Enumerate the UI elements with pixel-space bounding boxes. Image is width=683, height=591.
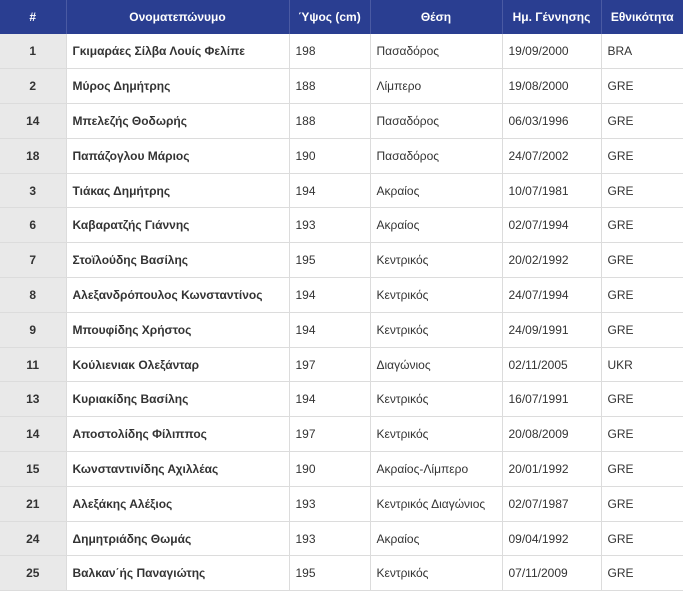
player-dob: 10/07/1981 bbox=[502, 173, 601, 208]
player-position: Ακραίος-Λίμπερο bbox=[370, 452, 502, 487]
player-nationality: GRE bbox=[601, 208, 683, 243]
table-row bbox=[0, 486, 683, 521]
player-nationality: GRE bbox=[601, 382, 683, 417]
player-name: Βαλκαν΄ής Παναγιώτης bbox=[66, 556, 289, 591]
player-height: 197 bbox=[289, 417, 370, 452]
player-number: 3 bbox=[0, 173, 66, 208]
player-position: Κεντρικός bbox=[370, 312, 502, 347]
player-name: Γκιμαράες Σίλβα Λουίς Φελίπε bbox=[66, 34, 289, 69]
player-dob: 02/07/1994 bbox=[502, 208, 601, 243]
player-position: Κεντρικός bbox=[370, 556, 502, 591]
player-number: 15 bbox=[0, 452, 66, 487]
player-nationality: GRE bbox=[601, 417, 683, 452]
player-position: Κεντρικός bbox=[370, 382, 502, 417]
table-row bbox=[0, 208, 683, 243]
player-position: Πασαδόρος bbox=[370, 138, 502, 173]
player-position: Κεντρικός Διαγώνιος bbox=[370, 486, 502, 521]
player-name: Αλεξάκης Αλέξιος bbox=[66, 486, 289, 521]
player-position: Πασαδόρος bbox=[370, 104, 502, 139]
table-row bbox=[0, 173, 683, 208]
player-position: Διαγώνιος bbox=[370, 347, 502, 382]
table-row bbox=[0, 347, 683, 382]
player-height: 195 bbox=[289, 556, 370, 591]
player-name: Στοϊλούδης Βασίλης bbox=[66, 243, 289, 278]
player-name: Τιάκας Δημήτρης bbox=[66, 173, 289, 208]
player-position: Λίμπερο bbox=[370, 69, 502, 104]
player-name: Καβαρατζής Γιάννης bbox=[66, 208, 289, 243]
table-row bbox=[0, 521, 683, 556]
player-height: 193 bbox=[289, 521, 370, 556]
table-row bbox=[0, 138, 683, 173]
player-dob: 02/11/2005 bbox=[502, 347, 601, 382]
player-name: Αποστολίδης Φίλιππος bbox=[66, 417, 289, 452]
player-position: Ακραίος bbox=[370, 208, 502, 243]
column-header-dob[interactable]: Ημ. Γέννησης bbox=[502, 0, 601, 34]
table-row bbox=[0, 417, 683, 452]
player-nationality: GRE bbox=[601, 452, 683, 487]
table-header bbox=[0, 0, 683, 34]
player-position: Κεντρικός bbox=[370, 417, 502, 452]
player-dob: 09/04/1992 bbox=[502, 521, 601, 556]
player-nationality: GRE bbox=[601, 278, 683, 313]
player-dob: 24/07/1994 bbox=[502, 278, 601, 313]
player-height: 190 bbox=[289, 138, 370, 173]
player-dob: 20/08/2009 bbox=[502, 417, 601, 452]
player-dob: 24/09/1991 bbox=[502, 312, 601, 347]
player-number: 2 bbox=[0, 69, 66, 104]
player-height: 194 bbox=[289, 312, 370, 347]
table-row bbox=[0, 312, 683, 347]
player-name: Μύρος Δημήτρης bbox=[66, 69, 289, 104]
player-height: 190 bbox=[289, 452, 370, 487]
header-row bbox=[0, 0, 683, 34]
player-dob: 16/07/1991 bbox=[502, 382, 601, 417]
player-number: 21 bbox=[0, 486, 66, 521]
player-nationality: GRE bbox=[601, 486, 683, 521]
player-nationality: GRE bbox=[601, 104, 683, 139]
player-height: 188 bbox=[289, 69, 370, 104]
player-number: 24 bbox=[0, 521, 66, 556]
player-position: Πασαδόρος bbox=[370, 34, 502, 69]
player-nationality: GRE bbox=[601, 173, 683, 208]
player-number: 7 bbox=[0, 243, 66, 278]
player-dob: 07/11/2009 bbox=[502, 556, 601, 591]
table-row bbox=[0, 382, 683, 417]
table-row bbox=[0, 243, 683, 278]
player-dob: 19/09/2000 bbox=[502, 34, 601, 69]
player-dob: 20/01/1992 bbox=[502, 452, 601, 487]
column-header-nationality[interactable]: Εθνικότητα bbox=[601, 0, 683, 34]
player-number: 18 bbox=[0, 138, 66, 173]
player-name: Παπάζογλου Μάριος bbox=[66, 138, 289, 173]
player-height: 193 bbox=[289, 208, 370, 243]
player-number: 6 bbox=[0, 208, 66, 243]
player-name: Κούλιενιακ Ολεξάνταρ bbox=[66, 347, 289, 382]
table-body bbox=[0, 34, 683, 591]
player-name: Δημητριάδης Θωμάς bbox=[66, 521, 289, 556]
player-nationality: GRE bbox=[601, 521, 683, 556]
player-name: Μπελεζής Θοδωρής bbox=[66, 104, 289, 139]
player-height: 197 bbox=[289, 347, 370, 382]
player-height: 195 bbox=[289, 243, 370, 278]
player-number: 14 bbox=[0, 104, 66, 139]
player-nationality: BRA bbox=[601, 34, 683, 69]
player-number: 1 bbox=[0, 34, 66, 69]
column-header-position[interactable]: Θέση bbox=[370, 0, 502, 34]
player-dob: 19/08/2000 bbox=[502, 69, 601, 104]
player-position: Ακραίος bbox=[370, 521, 502, 556]
player-position: Κεντρικός bbox=[370, 278, 502, 313]
player-number: 13 bbox=[0, 382, 66, 417]
table-row bbox=[0, 104, 683, 139]
player-nationality: GRE bbox=[601, 556, 683, 591]
player-nationality: GRE bbox=[601, 312, 683, 347]
player-number: 14 bbox=[0, 417, 66, 452]
player-height: 193 bbox=[289, 486, 370, 521]
player-position: Κεντρικός bbox=[370, 243, 502, 278]
player-dob: 24/07/2002 bbox=[502, 138, 601, 173]
table-row bbox=[0, 556, 683, 591]
table-row bbox=[0, 278, 683, 313]
table-row bbox=[0, 69, 683, 104]
table-row bbox=[0, 452, 683, 487]
player-height: 198 bbox=[289, 34, 370, 69]
player-nationality: UKR bbox=[601, 347, 683, 382]
player-nationality: GRE bbox=[601, 69, 683, 104]
player-height: 188 bbox=[289, 104, 370, 139]
player-name: Αλεξανδρόπουλος Κωνσταντίνος bbox=[66, 278, 289, 313]
player-number: 8 bbox=[0, 278, 66, 313]
player-nationality: GRE bbox=[601, 138, 683, 173]
player-dob: 20/02/1992 bbox=[502, 243, 601, 278]
player-number: 25 bbox=[0, 556, 66, 591]
table-row bbox=[0, 34, 683, 69]
player-nationality: GRE bbox=[601, 243, 683, 278]
player-height: 194 bbox=[289, 173, 370, 208]
column-header-height[interactable]: Ύψος (cm) bbox=[289, 0, 370, 34]
player-height: 194 bbox=[289, 382, 370, 417]
player-name: Κυριακίδης Βασίλης bbox=[66, 382, 289, 417]
player-height: 194 bbox=[289, 278, 370, 313]
player-name: Κωνσταντινίδης Αχιλλέας bbox=[66, 452, 289, 487]
player-number: 9 bbox=[0, 312, 66, 347]
player-position: Ακραίος bbox=[370, 173, 502, 208]
player-dob: 02/07/1987 bbox=[502, 486, 601, 521]
player-name: Μπουφίδης Χρήστος bbox=[66, 312, 289, 347]
player-dob: 06/03/1996 bbox=[502, 104, 601, 139]
player-number: 11 bbox=[0, 347, 66, 382]
column-header-number[interactable]: # bbox=[0, 0, 66, 34]
column-header-name[interactable]: Ονοματεπώνυμο bbox=[66, 0, 289, 34]
